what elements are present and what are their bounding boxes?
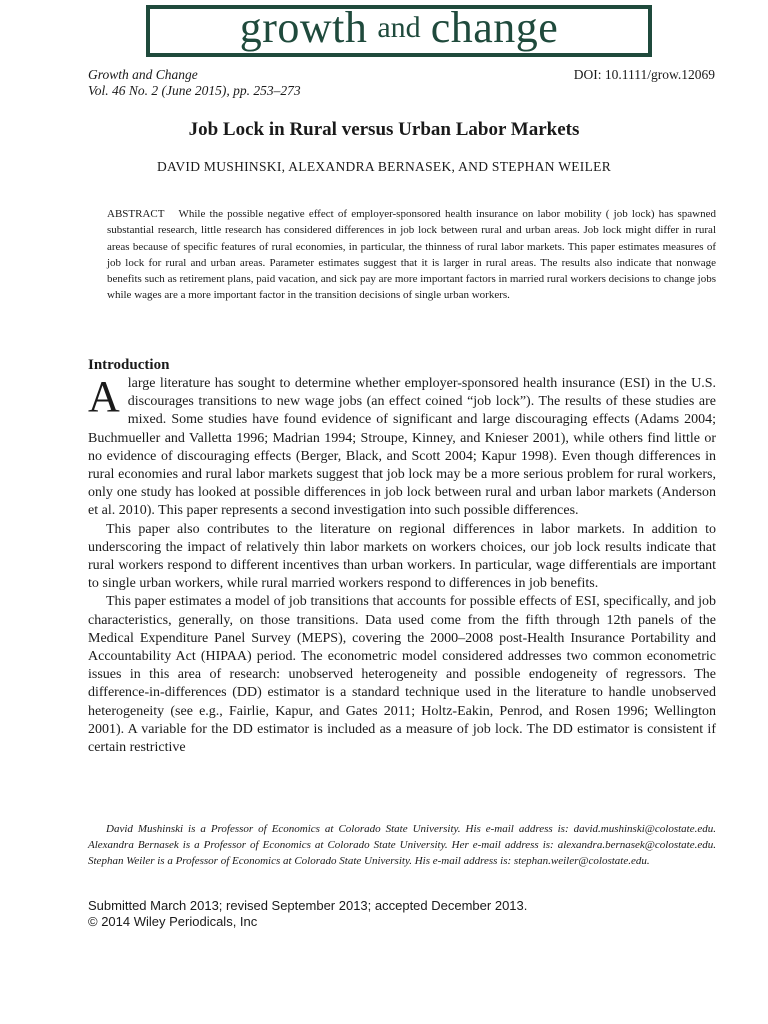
abstract-label: ABSTRACT [107, 208, 165, 220]
paragraph-2: This paper also contributes to the literature on regional differences in labor markets. In addition to underscoring the impact of relatively thin labor markets on workers choices, our job lock results indicate that rural workers respond to different incentives than urban workers. In particular, wage differentials are important to single urban workers, while rural married workers respond to differences in job benefits. [88, 521, 716, 592]
masthead-word-growth: growth [239, 3, 368, 52]
abstract-text: While the possible negative effect of employer-sponsored health insurance on labor mobility ( job lock) has spawned substantial research, little research has considered differences in job lock between rural and urban areas. Job lock might differ in rural areas because of specific features of rural economies, in particular, the thinness of rural labor markets. This paper estimates measures of job lock for rural and urban areas. Parameter estimates suggest that it is larger in rural areas. The results also indicate that nonwage benefits such as retirement plans, paid vacation, and sick pay are more important factors in married rural workers decisions to change jobs while wages are a more important factor in the transition decisions of single urban workers. [107, 208, 717, 302]
article-authors: DAVID MUSHINSKI, ALEXANDRA BERNASEK, AND STEPHAN WEILER [156, 159, 612, 174]
journal-citation [88, 67, 301, 99]
abstract [107, 206, 716, 304]
introduction-body [88, 372, 716, 757]
journal-volume: Vol. 46 No. 2 (June 2015), pp. 253–273 [88, 83, 301, 98]
submission-info [88, 898, 527, 930]
article-title: Job Lock in Rural versus Urban Labor Markets [188, 119, 580, 140]
section-heading-introduction: Introduction [88, 357, 170, 373]
journal-masthead [146, 5, 652, 57]
masthead-word-and: and [377, 11, 421, 44]
journal-name: Growth and Change [88, 67, 198, 82]
author-footnote [88, 821, 716, 870]
masthead-word-change: change [430, 3, 559, 52]
drop-cap: A [88, 372, 120, 421]
paragraph-1-text: large literature has sought to determine whether employer-sponsored health insurance (ESI) in the U.S. discourages transitions to new wage jobs (an effect coined “job lock”). The results of these studies are mixed. Some studies have found evidence of significant and large discouraging effects (Adams 2004; Buchmueller and Valletta 1996; Madrian 1994; Stroupe, Kinney, and Knieser 2001), while others find little or no evidence of discouraging effects (Berger, Black, and Scott 2004; Kapur 1998). Even though differences in rural economies and rural labor markets suggest that job lock may be a more serious problem for rural workers, only one study has looked at possible differences in job lock between rural and urban labor markets (Anderson et al. 2010). This paper represents a second investigation into such possible differences. [88, 376, 716, 519]
paragraph-3: This paper estimates a model of job transitions that accounts for possible effects of ESI, specifically, and job characteristics, generally, on those transitions. Data used come from the fifth through 12th panels of the Medical Expenditure Panel Survey (MEPS), covering the 2000–2008 post-Health Insurance Portability and Accountability Act (HIPAA) period. The econometric model considered addresses two common econometric issues in this area of research: unobserved heterogeneity and possible endogeneity of regressors. The difference-in-differences (DD) estimator is a standard technique used in the literature to handle unobserved heterogeneity (see e.g., Fairlie, Kapur, and Gates 2011; Holtz-Eakin, Penrod, and Rosen 1996; Wellington 2001). A variable for the DD estimator is included as a measure of job lock. The DD estimator is consistent if certain restrictive [88, 594, 716, 756]
doi: DOI: 10.1111/grow.12069 [573, 67, 715, 82]
submission-dates: Submitted March 2013; revised September 2013; accepted December 2013. [88, 898, 528, 913]
copyright: © 2014 Wiley Periodicals, Inc [88, 914, 258, 929]
paragraph-1 [88, 372, 716, 521]
author-footnote-text: David Mushinski is a Professor of Economics at Colorado State University. His e-mail address is: david.mushinski@colostate.edu. Alexandra Bernasek is a Professor of Economics at Colorado State University. Her e-mail address is: alexandra.bernasek@colostate.edu. Stephan Weiler is a Professor of Economics at Colorado State University. His e-mail address is: stephan.weiler@colostate.edu. [88, 823, 716, 868]
